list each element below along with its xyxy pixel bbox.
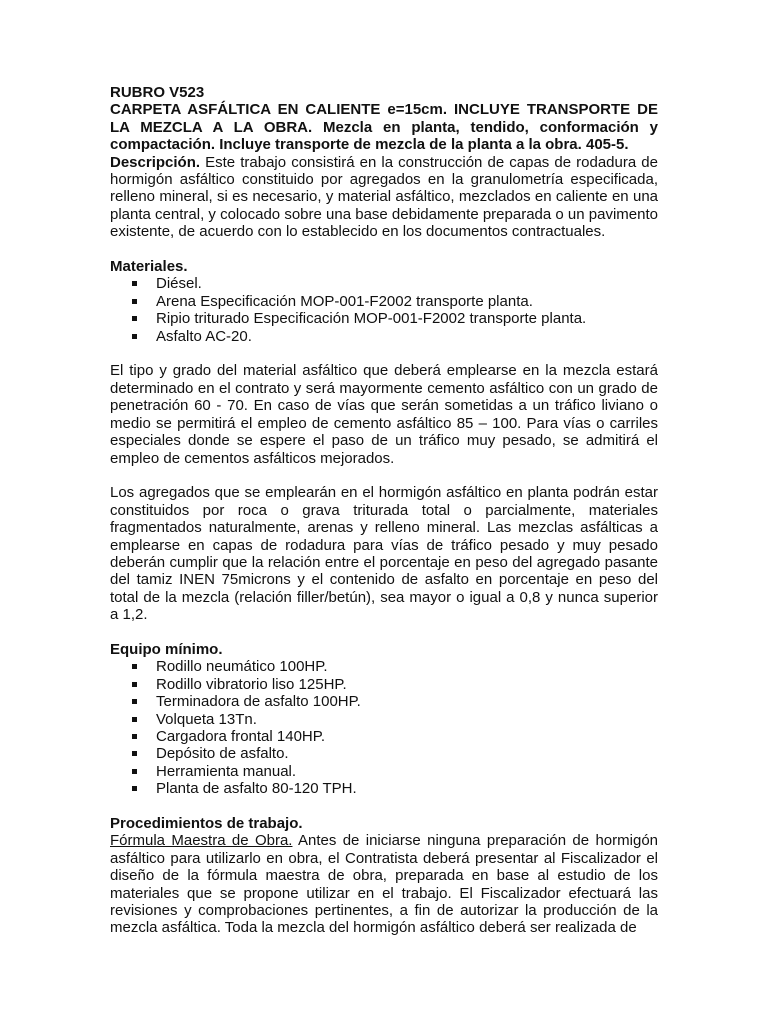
- descripcion-label: Descripción.: [110, 153, 201, 171]
- list-item: [110, 780, 658, 797]
- list-item: [110, 293, 658, 310]
- list-item: [110, 658, 658, 675]
- rubro-title: CARPETA ASFÁLTICA EN CALIENTE e=15cm. INCLUYE TRANSPORTE DE LA MEZCLA A LA OBRA. Mezcla en planta, tendido, conformación y compactación. Incluye transporte de mezcla de la planta a la obra. 405-5.: [110, 101, 658, 154]
- square-bullet-icon: [132, 751, 137, 756]
- square-bullet-icon: [132, 699, 137, 704]
- list-item-text: Asfalto AC-20.: [156, 327, 252, 345]
- list-item: [110, 711, 658, 728]
- formula-maestra-text: Antes de iniciarse ninguna preparación de hormigón asfáltico para utilizarlo en obra, el Contratista deberá presentar al Fiscalizador el diseño de la fórmula maestra de obra, preparada en base al estudio de los materiales que se propone utilizar en el trabajo. El Fiscalizador efectuará las revisiones y comprobaciones pertinentes, a fin de autorizar la producción de la mezcla asfáltica. Toda la mezcla del hormigón asfáltico deberá ser realizada de: [110, 832, 658, 937]
- list-item-text: Depósito de asfalto.: [156, 745, 289, 763]
- list-item-text: Terminadora de asfalto 100HP.: [156, 693, 361, 711]
- materiales-list: [110, 275, 658, 345]
- equipo-heading: Equipo mínimo.: [110, 640, 223, 658]
- descripcion-text: Este trabajo consistirá en la construcción de capas de rodadura de hormigón asfáltico constituido por agregados en la granulometría especificada, relleno mineral, si es necesario, y material asfáltico, mezclados en caliente en una planta central, y colocado sobre una base debidamente preparada o un pavimento existente, de acuerdo con lo establecido en los documentos contractuales.: [110, 153, 658, 241]
- list-item-text: Cargadora frontal 140HP.: [156, 727, 325, 745]
- spacer: [110, 798, 658, 815]
- rubro-code: RUBRO V523: [110, 84, 205, 101]
- list-item: [110, 728, 658, 745]
- list-item: [110, 310, 658, 327]
- descripcion-paragraph: [110, 154, 658, 241]
- square-bullet-icon: [132, 334, 137, 339]
- list-item-text: Arena Especificación MOP-001-F2002 transporte planta.: [156, 292, 533, 310]
- procedimientos-heading: Procedimientos de trabajo.: [110, 814, 303, 832]
- square-bullet-icon: [132, 717, 137, 722]
- list-item-text: Herramienta manual.: [156, 762, 297, 780]
- list-item-text: Planta de asfalto 80-120 TPH.: [156, 780, 357, 798]
- list-item-text: Ripio triturado Especificación MOP-001-F2002 transporte planta.: [156, 310, 587, 328]
- formula-maestra-paragraph: [110, 832, 658, 936]
- list-item-text: Rodillo neumático 100HP.: [156, 658, 328, 676]
- document-page: [110, 84, 658, 937]
- list-item-text: Rodillo vibratorio liso 125HP.: [156, 675, 347, 693]
- agregados-paragraph: Los agregados que se emplearán en el hormigón asfáltico en planta podrán estar constituidos por roca o grava triturada total o parcialmente, materiales fragmentados naturalmente, arenas y relleno mineral. Las mezclas asfálticas a emplearse en capas de rodadura para vías de tráfico pesado y muy pesado deberán cumplir que la relación entre el porcentaje en peso del agregado pasante del tamiz INEN 75microns y el contenido de asfalto en porcentaje en peso del total de la mezcla (relación filler/betún), sea mayor o igual a 0,8 y nunca superior a 1,2.: [110, 484, 658, 624]
- spacer: [110, 241, 658, 258]
- square-bullet-icon: [132, 316, 137, 321]
- list-item-text: Volqueta 13Tn.: [156, 710, 257, 728]
- list-item: [110, 745, 658, 762]
- square-bullet-icon: [132, 786, 137, 791]
- square-bullet-icon: [132, 769, 137, 774]
- square-bullet-icon: [132, 299, 137, 304]
- square-bullet-icon: [132, 734, 137, 739]
- list-item: [110, 328, 658, 345]
- square-bullet-icon: [132, 664, 137, 669]
- equipo-list: [110, 658, 658, 797]
- spacer: [110, 467, 658, 484]
- list-item: [110, 275, 658, 292]
- list-item: [110, 693, 658, 710]
- spacer: [110, 624, 658, 641]
- list-item: [110, 763, 658, 780]
- spacer: [110, 345, 658, 362]
- material-asfaltico-paragraph: El tipo y grado del material asfáltico que deberá emplearse en la mezcla estará determinado en el contrato y será mayormente cemento asfáltico con un grado de penetración 60 - 70. En caso de vías que serán sometidas a un tráfico liviano o medio se permitirá el empleo de cemento asfáltico 85 – 100. Para vías o carriles especiales donde se espere el paso de un tráfico muy pesado, se admitirá el empleo de cementos asfálticos mejorados.: [110, 362, 658, 467]
- formula-maestra-label: Fórmula Maestra de Obra.: [110, 832, 293, 850]
- materiales-heading: Materiales.: [110, 258, 188, 276]
- list-item: [110, 676, 658, 693]
- square-bullet-icon: [132, 281, 137, 286]
- square-bullet-icon: [132, 682, 137, 687]
- list-item-text: Diésel.: [156, 275, 202, 293]
